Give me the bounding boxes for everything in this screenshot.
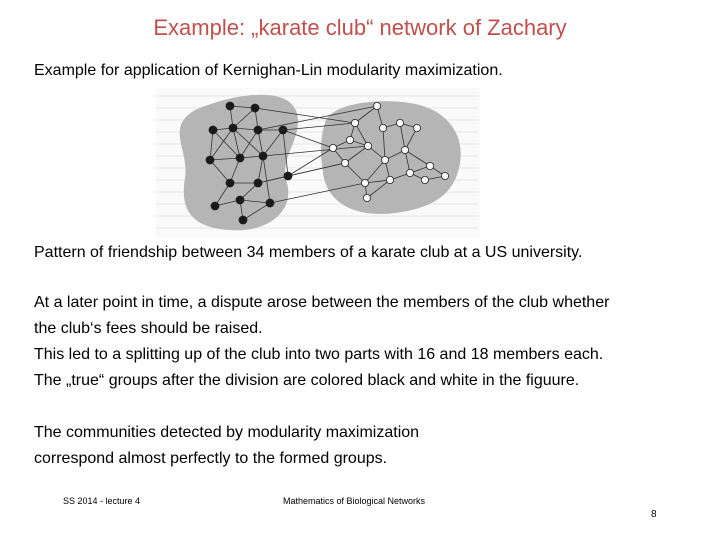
node-black	[284, 172, 292, 180]
community-right-blob	[321, 101, 461, 214]
node-black	[266, 199, 274, 207]
node-white	[401, 146, 408, 153]
page-number: 8	[651, 509, 657, 520]
node-black	[236, 196, 244, 204]
node-white	[406, 169, 413, 176]
dispute-line-2: the club‘s fees should be raised.	[34, 320, 263, 337]
node-white	[441, 172, 448, 179]
node-white	[413, 124, 420, 131]
node-white	[364, 142, 371, 149]
dispute-line-4: The „true“ groups after the division are colored black and white in the figuure.	[34, 372, 580, 389]
node-white	[379, 124, 386, 131]
node-white	[426, 162, 433, 169]
dispute-line-3: This led to a splitting up of the club into two parts with 16 and 18 members each.	[34, 346, 604, 363]
footer-lecture: SS 2014 - lecture 4	[63, 496, 141, 506]
node-black	[259, 152, 267, 160]
node-white	[346, 136, 353, 143]
node-white	[373, 102, 380, 109]
community-left-blob	[180, 95, 298, 231]
footer-course: Mathematics of Biological Networks	[283, 496, 426, 506]
communities-line-1: The communities detected by modularity maximization	[34, 424, 420, 441]
node-black	[226, 102, 234, 110]
node-black	[279, 126, 287, 134]
node-black	[211, 202, 219, 210]
node-white	[421, 176, 428, 183]
slide-subtitle: Example for application of Kernighan-Lin modularity maximization.	[34, 62, 503, 79]
node-black	[209, 126, 217, 134]
node-white	[386, 176, 393, 183]
node-black	[236, 154, 244, 162]
node-black	[226, 179, 234, 187]
node-black	[251, 104, 259, 112]
slide-title: Example: „karate club“ network of Zachary	[153, 15, 567, 40]
paragraph-friendship: Pattern of friendship between 34 members of a karate club at a US university.	[34, 244, 583, 261]
karate-club-network-figure	[155, 88, 480, 238]
node-white	[363, 194, 370, 201]
node-white	[341, 159, 348, 166]
node-white	[396, 119, 403, 126]
node-white	[381, 156, 388, 163]
dispute-line-1: At a later point in time, a dispute arose between the members of the club whether	[34, 294, 610, 311]
node-white	[351, 119, 358, 126]
node-black	[254, 179, 262, 187]
node-black	[229, 124, 237, 132]
node-black	[239, 216, 247, 224]
node-black	[254, 126, 262, 134]
paragraph-communities	[34, 420, 419, 472]
paragraph-dispute	[34, 290, 609, 394]
node-black	[206, 156, 214, 164]
network-svg	[155, 88, 480, 238]
node-white	[329, 144, 336, 151]
node-white	[361, 179, 368, 186]
communities-line-2: correspond almost perfectly to the formed groups.	[34, 450, 388, 467]
